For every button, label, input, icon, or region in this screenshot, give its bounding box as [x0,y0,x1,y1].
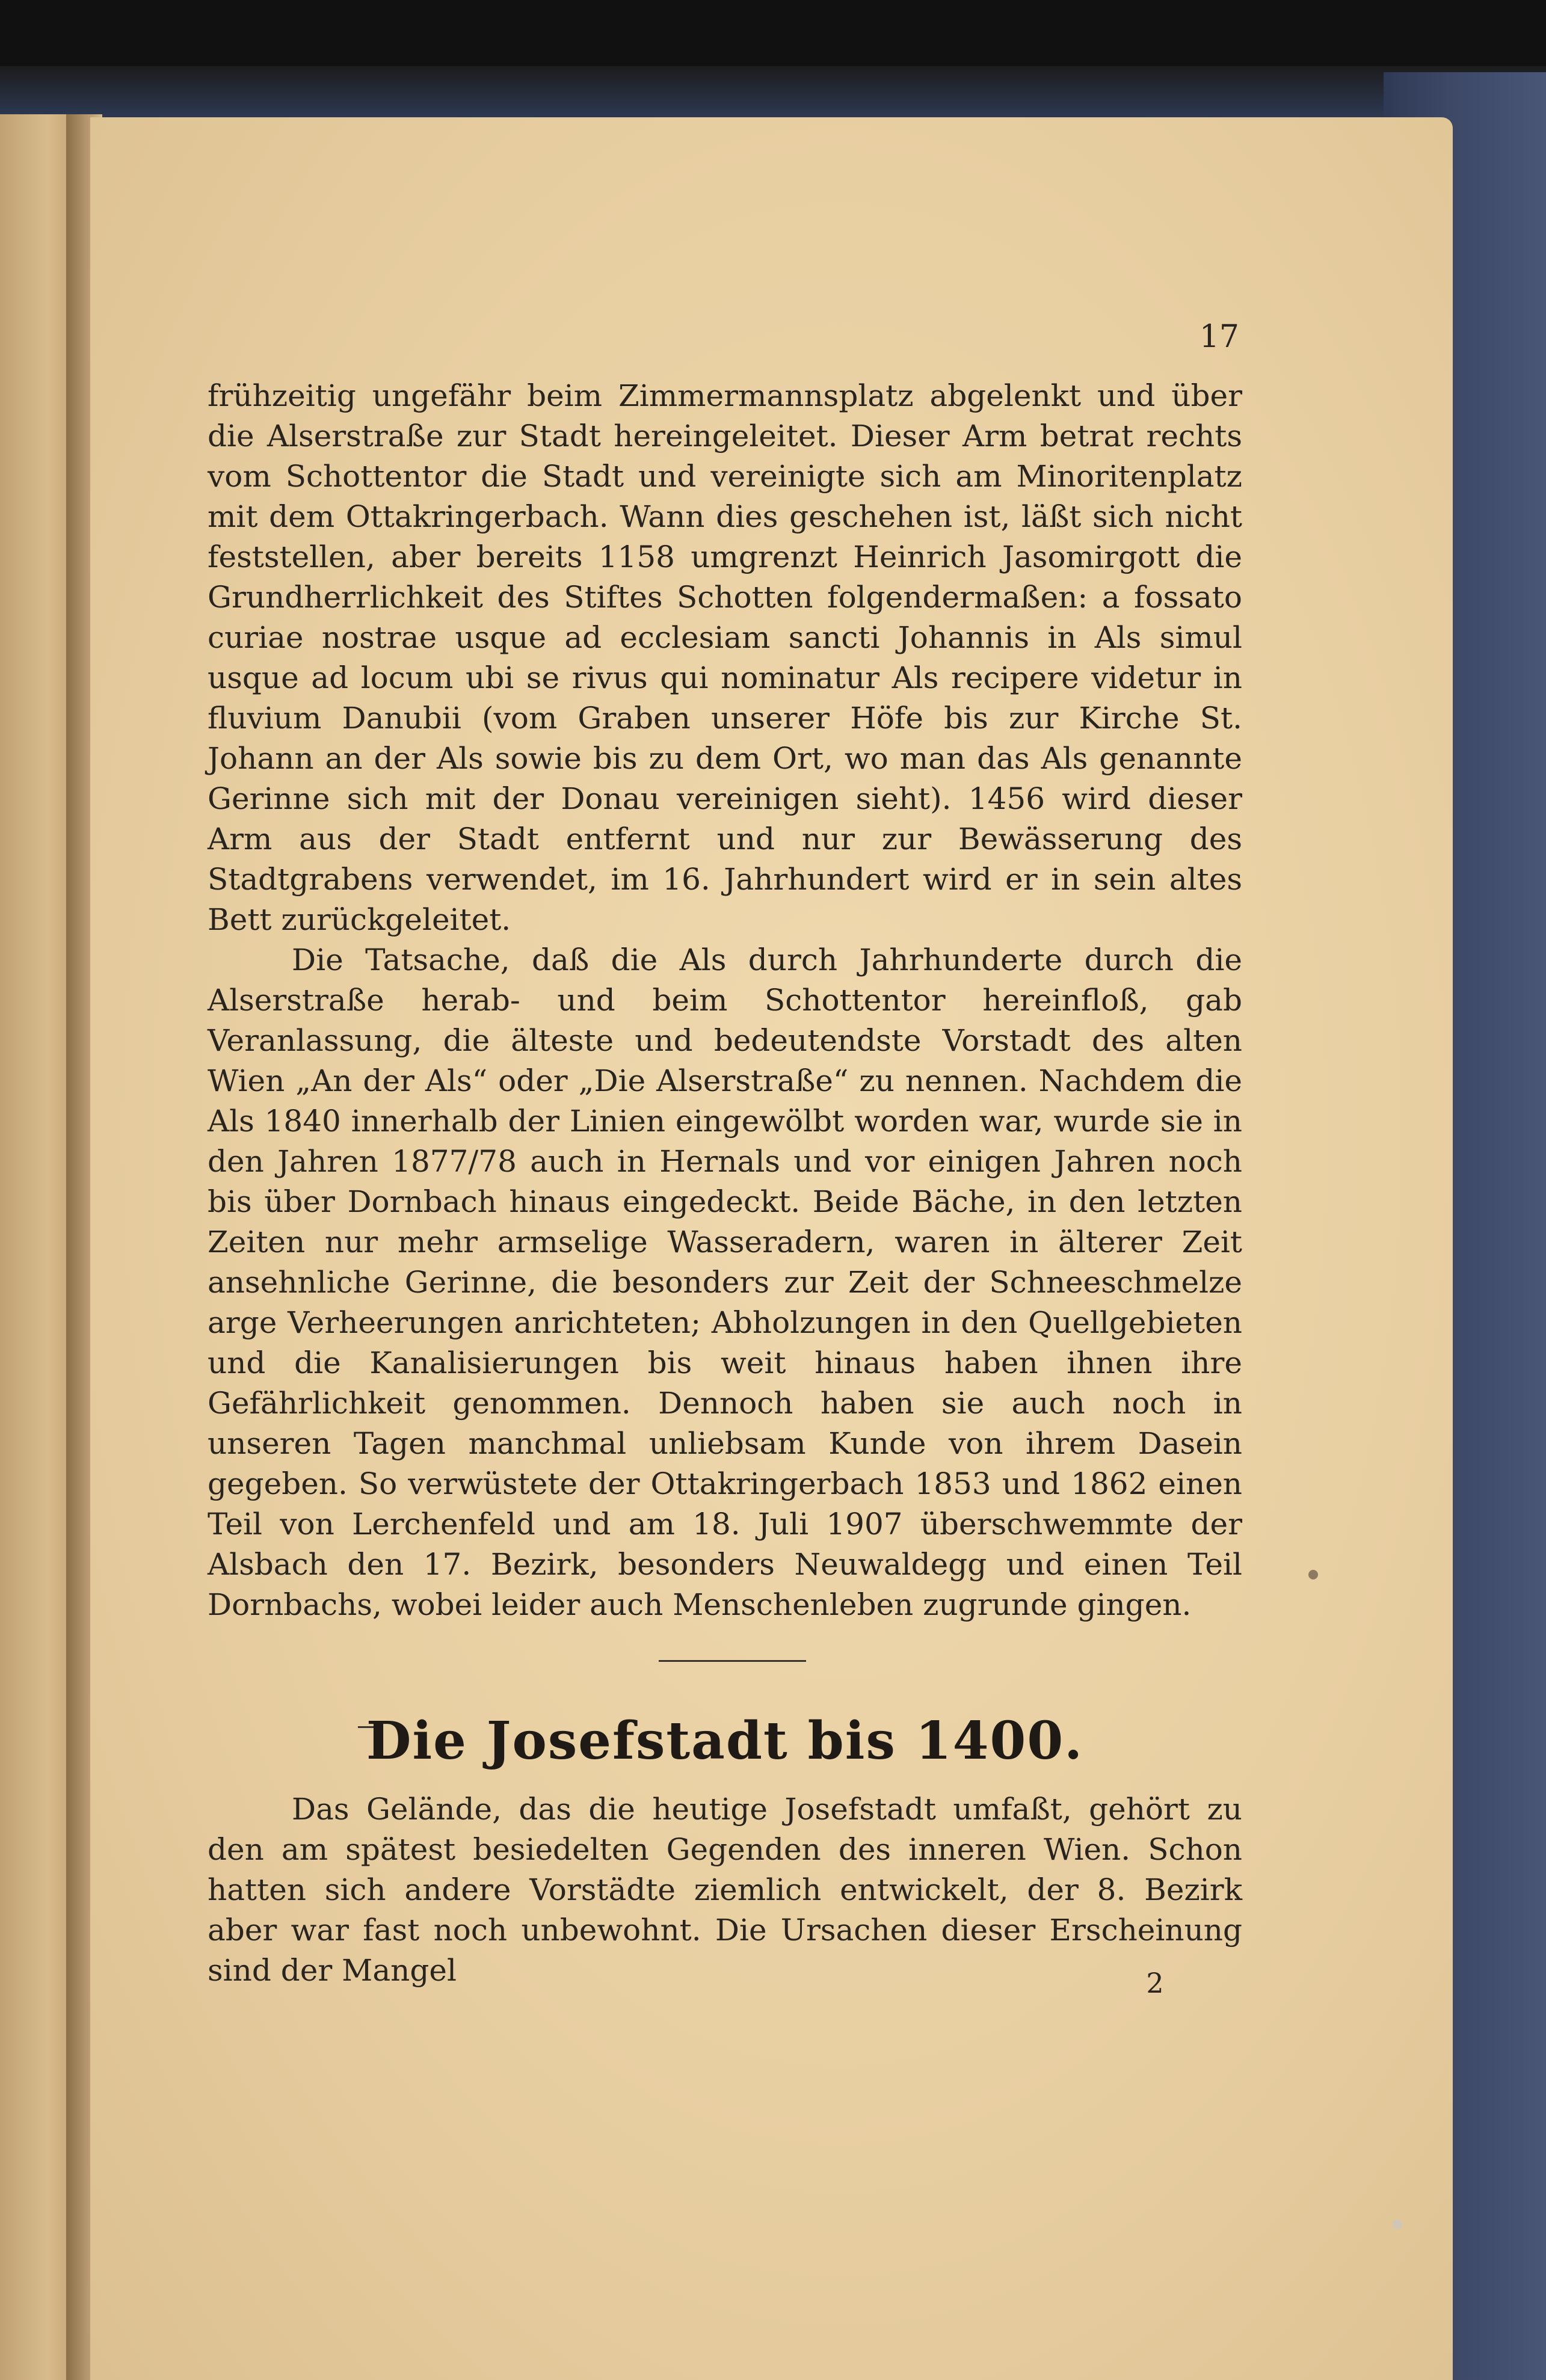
paragraph-als-street: Die Tatsache, daß die Als durch Jahrhunderte durch die Alserstraße herab- und beim Schottentor hereinfloß, gab Veranlassung, die älteste und bedeutendste Vorstadt des alten Wien „An der Als“ oder „Die Alserstraße“ zu nennen. Nachdem die Als 1840 innerhalb der Linien eingewölbt worden war, wurde sie in den Jahren 1877/78 auch in Hernals und vor einigen Jahren noch bis über Dornbach hinaus eingedeckt. Beide Bäche, in den letzten Zeiten nur mehr armselige Wasseradern, waren in älterer Zeit ansehnliche Gerinne, die besonders zur Zeit der Schneeschmelze arge Verheerungen anrichteten; Abholzungen in den Quellgebieten und die Kanalisierungen bis weit hinaus haben ihnen ihre Gefährlichkeit genommen. Dennoch haben sie auch noch in unseren Tagen manchmal unliebsam Kunde von ihrem Dasein gegeben. So verwüstete der Ottakringerbach 1853 und 1862 einen Teil von Lerchenfeld und am 18. Juli 1907 überschwemmte der Alsbach den 17. Bezirk, besonders Neuwaldegg und einen Teil Dornbachs, wobei leider auch Menschenleben zugrunde gingen. [208,942,1242,1622]
paragraph-josefstadt-intro: Das Gelände, das die heutige Josefstadt umfaßt, gehört zu den am spätest besiedelten Gegenden des inneren Wien. Schon hatten sich andere Vorstädte ziemlich entwickelt, der 8. Bezirk aber war fast noch unbewohnt. Die Ursachen dieser Erscheinung sind der Mangel [208,1792,1242,1988]
section-heading-container [208,1705,1242,1777]
section-text-block [208,1789,1242,1991]
paper-speck [1308,1570,1318,1579]
section-heading: Die Josefstadt bis 1400. [366,1711,1084,1771]
printer-signature-mark: 2 [1146,1967,1164,1999]
book-cover-top-edge [0,66,1546,120]
section-divider-rule [659,1660,806,1662]
page-number: 17 [1199,319,1239,355]
main-text-block [208,376,1242,1625]
paper-speck [1393,2219,1402,2229]
paragraph-continuation: frühzeitig ungefähr beim Zimmermannsplatz abgelenkt und über die Alserstraße zur Stadt hereingeleitet. Dieser Arm betrat rechts vom Schottentor die Stadt und vereinigte sich am Minoritenplatz mit dem Ottakringerbach. Wann dies geschehen ist, läßt sich nicht feststellen, aber bereits 1158 umgrenzt Heinrich Jasomirgott die Grundherrlichkeit des Stiftes Schotten folgendermaßen: a fossato curiae nostrae usque ad ecclesiam sancti Johannis in Als simul usque ad locum ubi se rivus qui nominatur Als recipere videtur in fluvium Danubii (vom Graben unserer Höfe bis zur Kirche St. Johann an der Als sowie bis zu dem Ort, wo man das Als genannte Gerinne sich mit der Donau vereinigen sieht). 1456 wird dieser Arm aus der Stadt entfernt und nur zur Bewässerung des Stadtgrabens verwendet, im 16. Jahrhundert wird er in sein altes Bett zurückgeleitet. [208,378,1242,937]
